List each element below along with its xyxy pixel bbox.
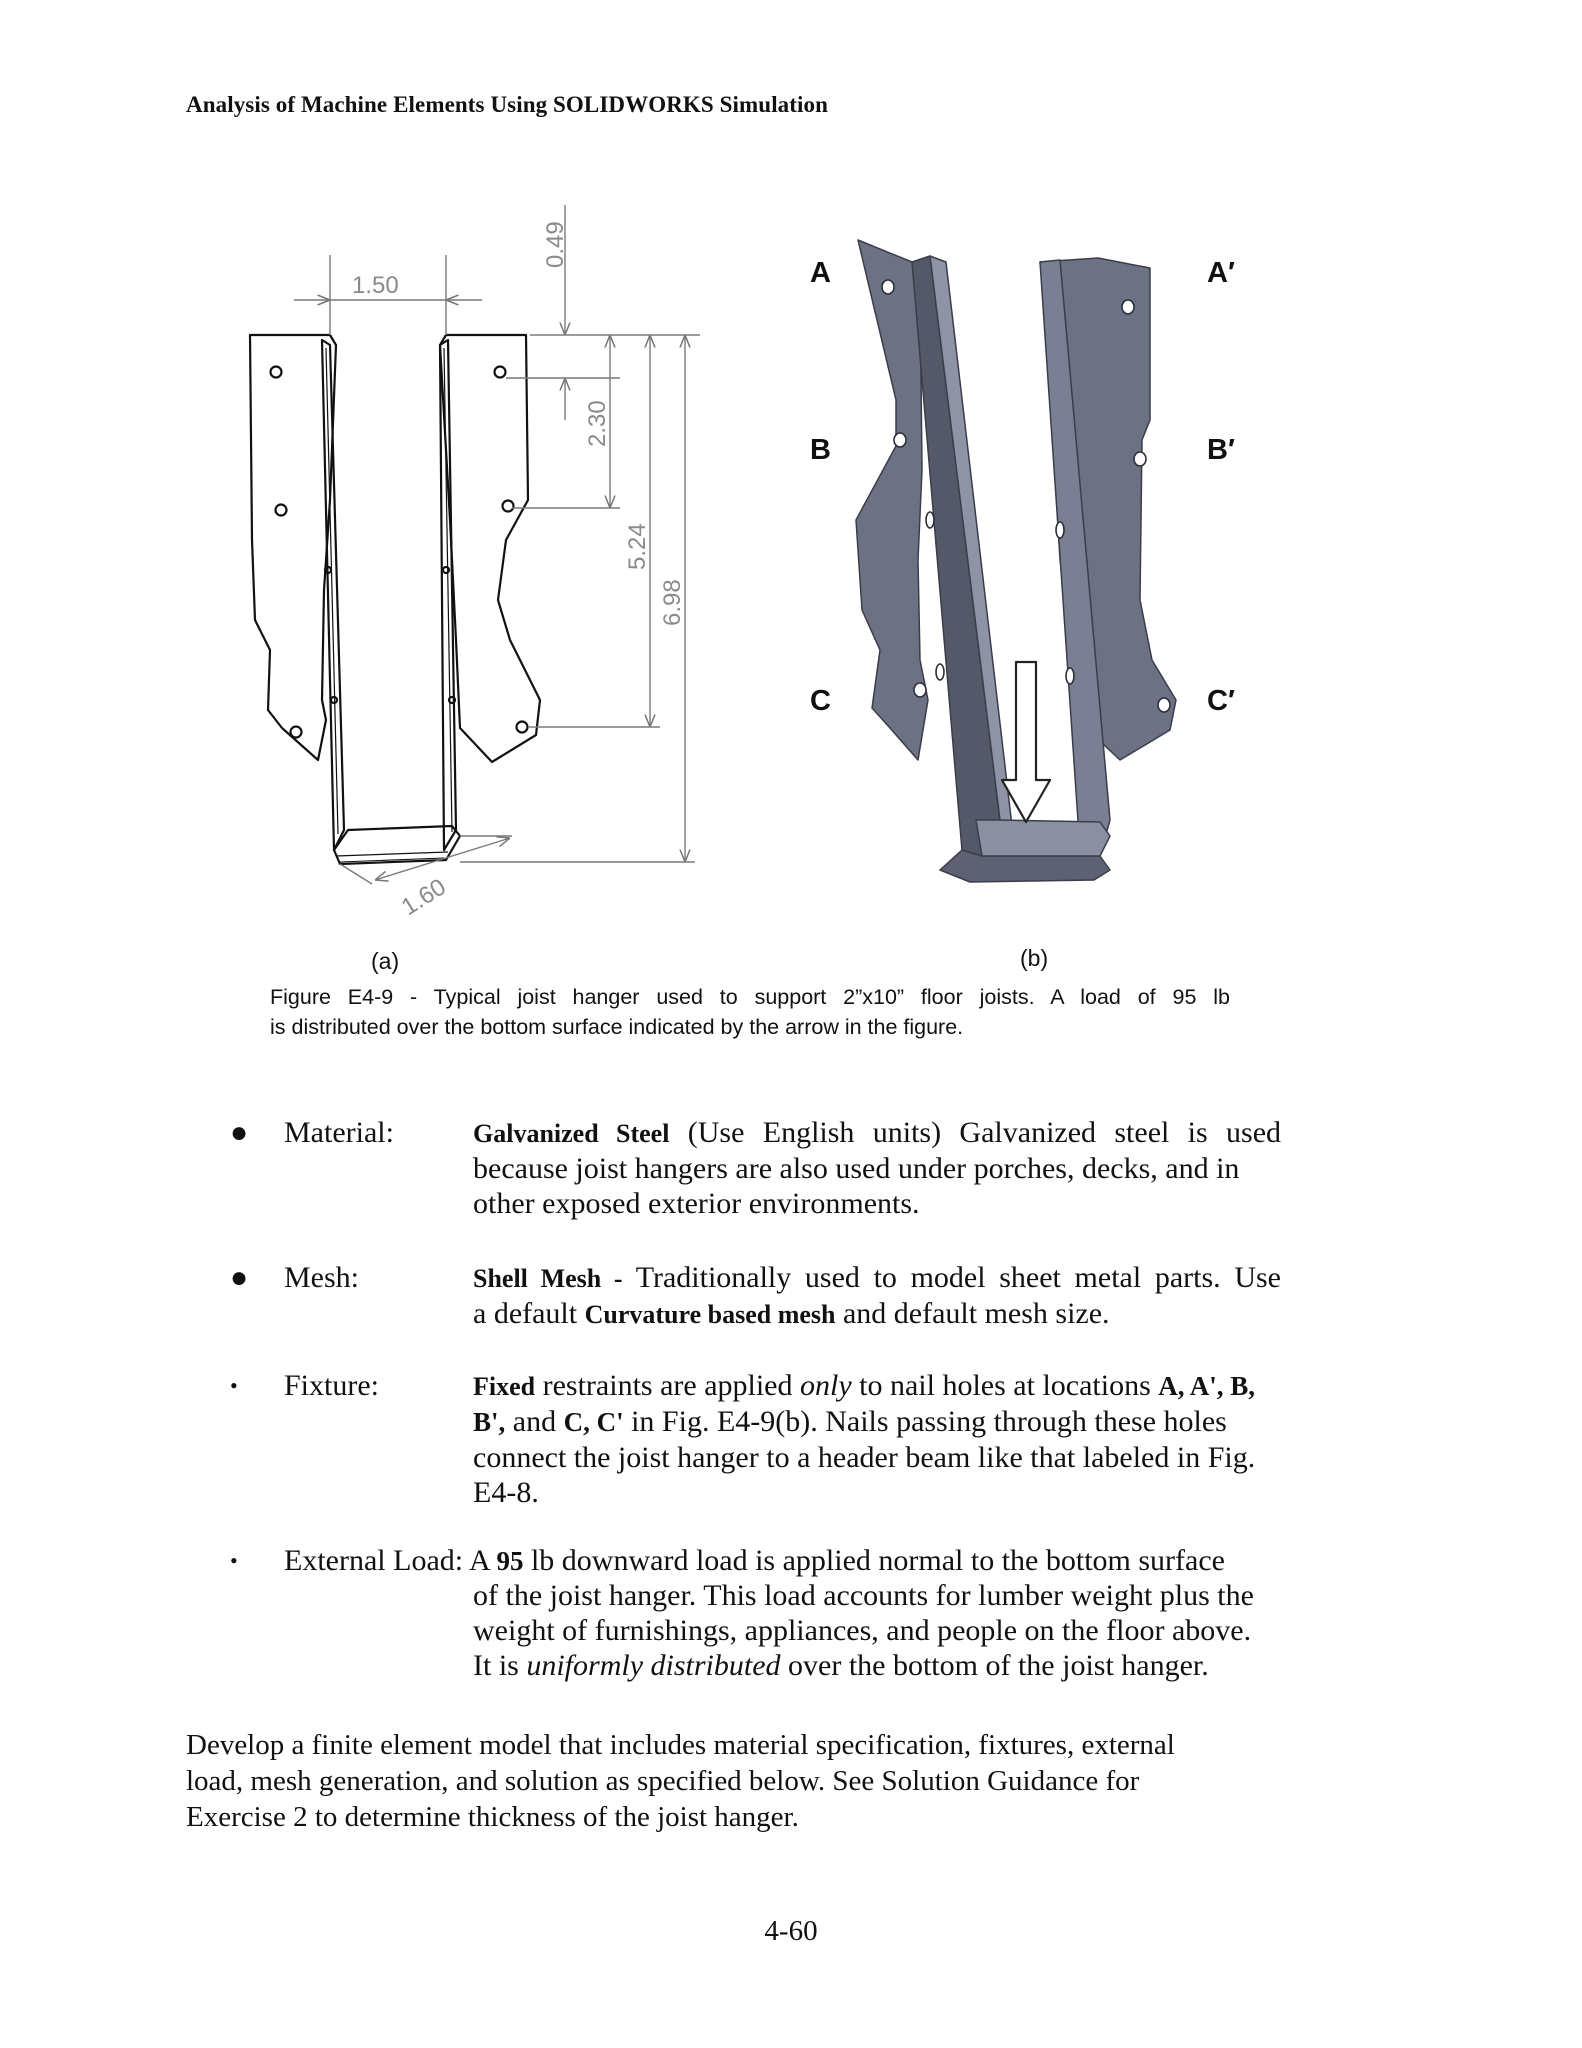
bullet-dot: ●: [230, 1261, 249, 1294]
left-side-wall: [322, 340, 344, 850]
fixture-line-4: E4-8.: [473, 1476, 539, 1509]
bullet-dot-small: •: [230, 1373, 238, 1398]
bullet-material: [230, 1115, 1330, 1225]
figure-caption: [270, 982, 1230, 1042]
material-bold: Galvanized Steel: [473, 1119, 670, 1148]
body-paragraph: [186, 1727, 1266, 1835]
label-a: A: [810, 257, 831, 289]
hole-a-left: [271, 367, 282, 378]
fixture-line-3: connect the joist hanger to a header beam like that labeled in Fig.: [473, 1441, 1256, 1474]
hole-a-right: [495, 367, 506, 378]
material-line-1: Galvanized Steel (Use English units) Galvanized steel is used: [473, 1116, 1282, 1149]
label-b-prime: B′: [1207, 434, 1235, 466]
caption-line-2: is distributed over the bottom surface indicated by the arrow in the figure.: [270, 1015, 964, 1039]
dim-2-30: 2.30: [584, 400, 611, 447]
hole-b-right: [503, 501, 514, 512]
bullet-label-mesh: Mesh:: [284, 1261, 359, 1294]
load-line-4: It is uniformly distributed over the bottom of the joist hanger.: [473, 1649, 1209, 1682]
bullet-label-fixture: Fixture:: [284, 1369, 379, 1402]
page-number: 4-60: [764, 1915, 818, 1947]
bullet-text-mesh: [473, 1260, 1281, 1332]
dimension-text: [352, 221, 686, 921]
bullet-text-load: [473, 1578, 1281, 1683]
mesh-line-2: a default Curvature based mesh and default mesh size.: [473, 1297, 1110, 1330]
dim-1-50: 1.50: [352, 272, 399, 299]
dim-5-24: 5.24: [624, 523, 651, 570]
subfigure-b-label: (b): [1020, 945, 1049, 971]
label-c: C: [810, 685, 831, 717]
para-line-2: load, mesh generation, and solution as specified below. See Solution Guidance for: [186, 1765, 1140, 1797]
material-line-3: other exposed exterior environments.: [473, 1187, 920, 1220]
para-line-3: Exercise 2 to determine thickness of the joist hanger.: [186, 1801, 799, 1833]
bullet-dot-small: •: [230, 1548, 238, 1573]
bullet-text-material: [473, 1115, 1281, 1221]
bullet-text-fixture: [473, 1368, 1281, 1510]
hole-c-right: [517, 722, 528, 733]
para-line-1: Develop a finite element model that includes material specification, fixtures, external: [186, 1729, 1175, 1761]
load-line-3: weight of furnishings, appliances, and people on the floor above.: [473, 1614, 1252, 1647]
fixture-line-2: B', and C, C' in Fig. E4-9(b). Nails passing through these holes: [473, 1405, 1227, 1438]
bullet-label-load: External Load: A 95 lb downward load is applied normal to the bottom surface: [284, 1544, 1225, 1577]
hole-b-left: [276, 505, 287, 516]
dim-6-98: 6.98: [659, 579, 686, 626]
running-header: Analysis of Machine Elements Using SOLIDWORKS Simulation: [186, 92, 829, 117]
label-b: B: [810, 434, 831, 466]
subfigure-a-label: (a): [371, 948, 400, 974]
bullet-fixture: [230, 1368, 1330, 1513]
bullet-mesh: [230, 1260, 1330, 1335]
caption-line-1: Figure E4-9 - Typical joist hanger used to support 2”x10” floor joists. A load of 95 lb: [270, 985, 1230, 1009]
dim-0-49: 0.49: [542, 221, 569, 268]
bullet-label-material: Material:: [284, 1116, 394, 1149]
drawing-a: [250, 335, 540, 864]
dim-1-60: 1.60: [396, 873, 451, 922]
mesh-line-1: Shell Mesh - Traditionally used to model sheet metal parts. Use: [473, 1261, 1281, 1294]
label-c-prime: C′: [1207, 685, 1235, 717]
figure-e4-9: [0, 170, 1582, 950]
material-line-2: because joist hangers are also used under porches, decks, and in: [473, 1152, 1240, 1185]
label-a-prime: A′: [1207, 257, 1235, 289]
fixture-line-1: Fixed restraints are applied only to nail holes at locations A, A', B,: [473, 1369, 1256, 1402]
load-line-2: of the joist hanger. This load accounts for lumber weight plus the: [473, 1579, 1254, 1612]
bullet-dot: ●: [230, 1116, 249, 1149]
hole-c-left: [291, 727, 302, 738]
bullet-load: [230, 1543, 1330, 1688]
